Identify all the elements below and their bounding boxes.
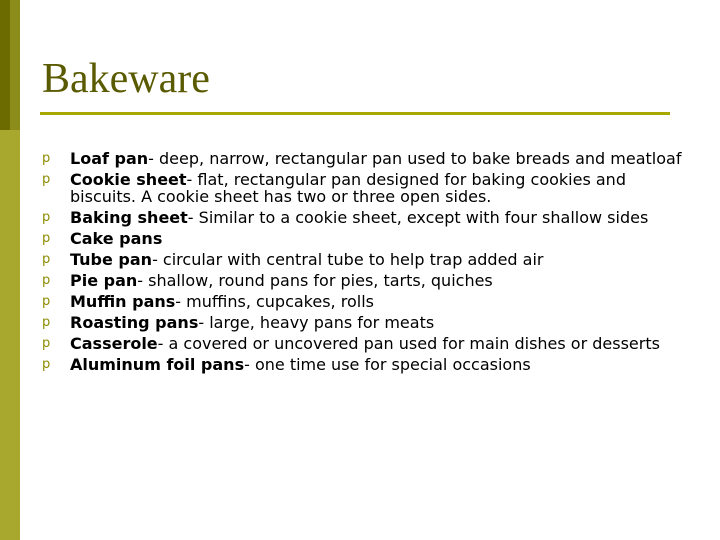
bullet-icon: p [42,273,51,288]
item-term: Loaf pan [70,149,149,168]
bullet-icon: p [42,357,51,372]
list-item [42,356,692,373]
item-text: - Similar to a cookie sheet, except with four shallow sides [187,208,649,227]
sidebar-accent-mid [10,0,20,130]
list-item [42,209,692,226]
list-item [42,314,692,331]
bullet-icon: p [42,252,51,267]
list-item [42,335,692,352]
list-item [42,150,692,167]
sidebar-accent-light [0,130,20,540]
item-text: - deep, narrow, rectangular pan used to bake breads and meatloaf [148,149,682,168]
item-term: Roasting pans [70,313,199,332]
item-term: Pie pan [70,271,138,290]
list-item [42,293,692,310]
item-term: Baking sheet [70,208,188,227]
list-item [42,251,692,268]
item-text: - large, heavy pans for meats [198,313,435,332]
bullet-icon: p [42,315,51,330]
item-text: - shallow, round pans for pies, tarts, quiches [137,271,493,290]
sidebar-accent-dark [0,0,10,130]
bullet-icon: p [42,210,51,225]
bullet-icon: p [42,336,51,351]
title-underline [40,112,670,115]
bullet-icon: p [42,151,51,166]
bullet-icon: p [42,231,51,246]
list-item [42,230,692,247]
item-term: Tube pan [70,250,153,269]
bullet-icon: p [42,294,51,309]
item-text: - a covered or uncovered pan used for main dishes or desserts [157,334,660,353]
list-item [42,171,692,205]
item-term: Casserole [70,334,158,353]
item-term: Cake pans [70,229,163,248]
item-text: - muffins, cupcakes, rolls [175,292,374,311]
item-text: - flat, rectangular pan designed for baking cookies and biscuits. A cookie sheet has two or three open sides. [70,170,626,206]
bullet-icon: p [42,172,51,187]
item-term: Muffin pans [70,292,176,311]
item-term: Cookie sheet [70,170,187,189]
bullet-list [42,150,692,377]
item-text: - one time use for special occasions [244,355,531,374]
slide-title: Bakeware [42,56,210,102]
item-term: Aluminum foil pans [70,355,245,374]
list-item [42,272,692,289]
item-text: - circular with central tube to help trap added air [152,250,544,269]
